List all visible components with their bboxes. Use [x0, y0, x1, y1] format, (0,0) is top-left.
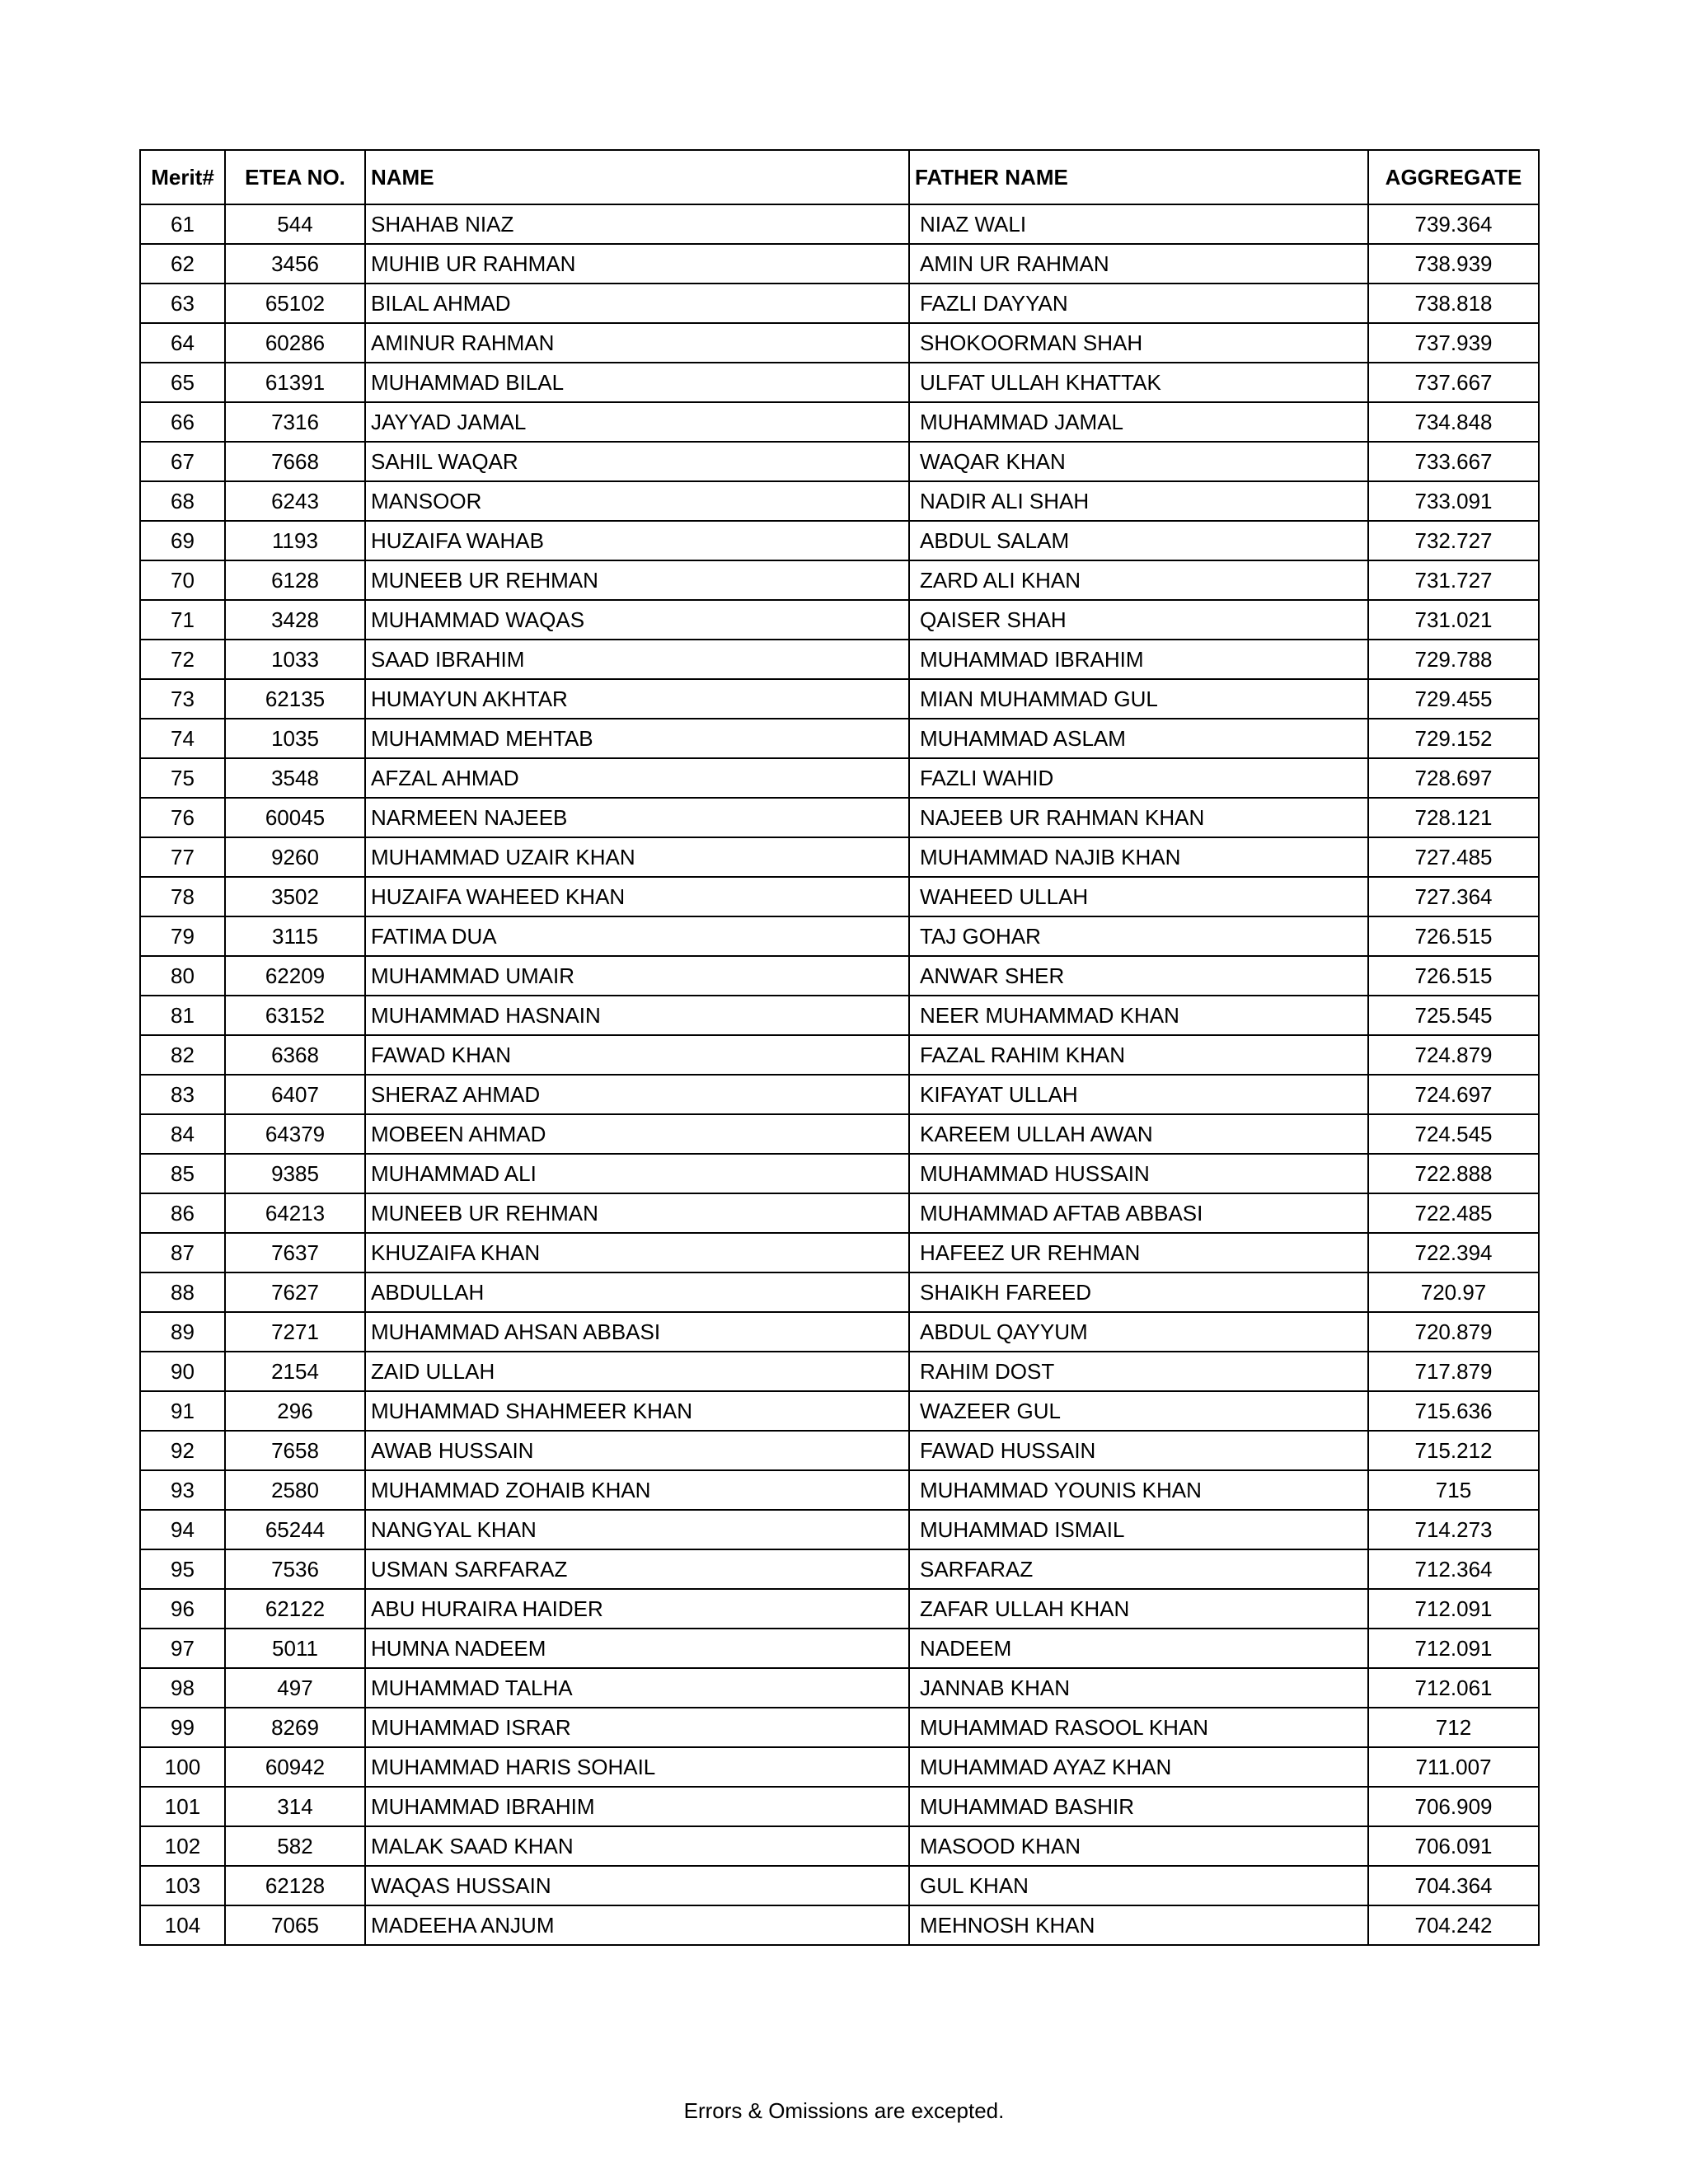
table-row — [140, 837, 1539, 877]
cell-merit: 91 — [140, 1391, 225, 1431]
cell-name: MUHAMMAD AHSAN ABBASI — [365, 1312, 909, 1352]
cell-aggregate: 704.364 — [1368, 1866, 1539, 1905]
cell-father-name: AMIN UR RAHMAN — [909, 244, 1368, 284]
cell-aggregate: 704.242 — [1368, 1905, 1539, 1945]
cell-aggregate: 725.545 — [1368, 996, 1539, 1035]
cell-merit: 65 — [140, 363, 225, 402]
cell-etea-no: 60942 — [225, 1747, 365, 1787]
cell-etea-no: 1193 — [225, 521, 365, 560]
cell-etea-no: 62122 — [225, 1589, 365, 1629]
table-row — [140, 481, 1539, 521]
cell-aggregate: 706.909 — [1368, 1787, 1539, 1826]
cell-father-name: GUL KHAN — [909, 1866, 1368, 1905]
cell-merit: 71 — [140, 600, 225, 640]
cell-merit: 104 — [140, 1905, 225, 1945]
table-row — [140, 1312, 1539, 1352]
cell-merit: 103 — [140, 1866, 225, 1905]
merit-list-table — [139, 149, 1540, 1946]
cell-etea-no: 314 — [225, 1787, 365, 1826]
cell-etea-no: 62135 — [225, 679, 365, 719]
cell-aggregate: 715 — [1368, 1470, 1539, 1510]
cell-etea-no: 7637 — [225, 1233, 365, 1272]
cell-etea-no: 1035 — [225, 719, 365, 758]
cell-father-name: WAHEED ULLAH — [909, 877, 1368, 916]
cell-father-name: WAQAR KHAN — [909, 442, 1368, 481]
cell-aggregate: 715.212 — [1368, 1431, 1539, 1470]
cell-name: SAHIL WAQAR — [365, 442, 909, 481]
table-row — [140, 363, 1539, 402]
table-row — [140, 1114, 1539, 1154]
cell-etea-no: 60045 — [225, 798, 365, 837]
cell-father-name: MUHAMMAD BASHIR — [909, 1787, 1368, 1826]
cell-etea-no: 6128 — [225, 560, 365, 600]
cell-merit: 79 — [140, 916, 225, 956]
table-row — [140, 1629, 1539, 1668]
cell-merit: 100 — [140, 1747, 225, 1787]
cell-name: MUHIB UR RAHMAN — [365, 244, 909, 284]
cell-etea-no: 9385 — [225, 1154, 365, 1193]
cell-name: MUHAMMAD BILAL — [365, 363, 909, 402]
cell-etea-no: 2154 — [225, 1352, 365, 1391]
cell-name: HUMAYUN AKHTAR — [365, 679, 909, 719]
cell-etea-no: 296 — [225, 1391, 365, 1431]
cell-etea-no: 3548 — [225, 758, 365, 798]
cell-name: MUHAMMAD IBRAHIM — [365, 1787, 909, 1826]
cell-father-name: MUHAMMAD YOUNIS KHAN — [909, 1470, 1368, 1510]
cell-etea-no: 544 — [225, 204, 365, 244]
cell-merit: 89 — [140, 1312, 225, 1352]
cell-aggregate: 737.939 — [1368, 323, 1539, 363]
cell-etea-no: 9260 — [225, 837, 365, 877]
cell-father-name: SHOKOORMAN SHAH — [909, 323, 1368, 363]
cell-name: FATIMA DUA — [365, 916, 909, 956]
cell-etea-no: 3456 — [225, 244, 365, 284]
table-row — [140, 560, 1539, 600]
cell-name: SHERAZ AHMAD — [365, 1075, 909, 1114]
table-row — [140, 1431, 1539, 1470]
cell-father-name: MUHAMMAD AFTAB ABBASI — [909, 1193, 1368, 1233]
table-row — [140, 1549, 1539, 1589]
cell-name: MUHAMMAD ISRAR — [365, 1708, 909, 1747]
cell-aggregate: 737.667 — [1368, 363, 1539, 402]
cell-merit: 66 — [140, 402, 225, 442]
cell-aggregate: 714.273 — [1368, 1510, 1539, 1549]
cell-name: NARMEEN NAJEEB — [365, 798, 909, 837]
table-row — [140, 1708, 1539, 1747]
table-row — [140, 284, 1539, 323]
cell-father-name: MIAN MUHAMMAD GUL — [909, 679, 1368, 719]
cell-name: MUHAMMAD TALHA — [365, 1668, 909, 1708]
cell-merit: 72 — [140, 640, 225, 679]
cell-aggregate: 712 — [1368, 1708, 1539, 1747]
cell-etea-no: 7627 — [225, 1272, 365, 1312]
cell-name: WAQAS HUSSAIN — [365, 1866, 909, 1905]
cell-aggregate: 724.879 — [1368, 1035, 1539, 1075]
cell-name: ABU HURAIRA HAIDER — [365, 1589, 909, 1629]
cell-aggregate: 722.485 — [1368, 1193, 1539, 1233]
cell-father-name: QAISER SHAH — [909, 600, 1368, 640]
cell-father-name: MUHAMMAD ASLAM — [909, 719, 1368, 758]
cell-aggregate: 729.455 — [1368, 679, 1539, 719]
table-row — [140, 244, 1539, 284]
cell-father-name: HAFEEZ UR REHMAN — [909, 1233, 1368, 1272]
cell-name: HUMNA NADEEM — [365, 1629, 909, 1668]
cell-father-name: WAZEER GUL — [909, 1391, 1368, 1431]
cell-name: MUHAMMAD MEHTAB — [365, 719, 909, 758]
cell-merit: 97 — [140, 1629, 225, 1668]
footer-note: Errors & Omissions are excepted. — [683, 2098, 1005, 2123]
cell-aggregate: 733.091 — [1368, 481, 1539, 521]
table-row — [140, 402, 1539, 442]
table-row — [140, 996, 1539, 1035]
cell-name: HUZAIFA WAHAB — [365, 521, 909, 560]
cell-aggregate: 712.091 — [1368, 1589, 1539, 1629]
header-father-name: FATHER NAME — [909, 150, 1368, 204]
cell-aggregate: 711.007 — [1368, 1747, 1539, 1787]
cell-father-name: NAJEEB UR RAHMAN KHAN — [909, 798, 1368, 837]
cell-merit: 84 — [140, 1114, 225, 1154]
cell-aggregate: 726.515 — [1368, 916, 1539, 956]
cell-name: MUHAMMAD ZOHAIB KHAN — [365, 1470, 909, 1510]
cell-father-name: ZARD ALI KHAN — [909, 560, 1368, 600]
cell-aggregate: 733.667 — [1368, 442, 1539, 481]
table-header-row — [140, 150, 1539, 204]
cell-father-name: FAWAD HUSSAIN — [909, 1431, 1368, 1470]
cell-merit: 93 — [140, 1470, 225, 1510]
cell-father-name: NADIR ALI SHAH — [909, 481, 1368, 521]
cell-aggregate: 726.515 — [1368, 956, 1539, 996]
cell-etea-no: 64379 — [225, 1114, 365, 1154]
cell-aggregate: 724.697 — [1368, 1075, 1539, 1114]
cell-etea-no: 497 — [225, 1668, 365, 1708]
table-row — [140, 758, 1539, 798]
cell-merit: 69 — [140, 521, 225, 560]
cell-etea-no: 1033 — [225, 640, 365, 679]
cell-father-name: ABDUL QAYYUM — [909, 1312, 1368, 1352]
cell-merit: 87 — [140, 1233, 225, 1272]
cell-father-name: FAZLI WAHID — [909, 758, 1368, 798]
cell-merit: 62 — [140, 244, 225, 284]
cell-aggregate: 729.152 — [1368, 719, 1539, 758]
cell-merit: 102 — [140, 1826, 225, 1866]
cell-name: FAWAD KHAN — [365, 1035, 909, 1075]
cell-father-name: FAZAL RAHIM KHAN — [909, 1035, 1368, 1075]
cell-merit: 90 — [140, 1352, 225, 1391]
cell-etea-no: 7065 — [225, 1905, 365, 1945]
cell-aggregate: 720.879 — [1368, 1312, 1539, 1352]
table-row — [140, 1866, 1539, 1905]
cell-merit: 68 — [140, 481, 225, 521]
cell-merit: 81 — [140, 996, 225, 1035]
cell-merit: 78 — [140, 877, 225, 916]
cell-etea-no: 60286 — [225, 323, 365, 363]
cell-etea-no: 8269 — [225, 1708, 365, 1747]
cell-merit: 73 — [140, 679, 225, 719]
table-row — [140, 1470, 1539, 1510]
table-row — [140, 323, 1539, 363]
cell-aggregate: 720.97 — [1368, 1272, 1539, 1312]
cell-name: MADEEHA ANJUM — [365, 1905, 909, 1945]
cell-aggregate: 738.939 — [1368, 244, 1539, 284]
cell-name: ZAID ULLAH — [365, 1352, 909, 1391]
cell-merit: 82 — [140, 1035, 225, 1075]
cell-aggregate: 728.121 — [1368, 798, 1539, 837]
cell-father-name: ZAFAR ULLAH KHAN — [909, 1589, 1368, 1629]
cell-merit: 74 — [140, 719, 225, 758]
cell-aggregate: 712.061 — [1368, 1668, 1539, 1708]
table-row — [140, 1589, 1539, 1629]
cell-father-name: SARFARAZ — [909, 1549, 1368, 1589]
cell-father-name: MUHAMMAD JAMAL — [909, 402, 1368, 442]
table-row — [140, 1905, 1539, 1945]
cell-merit: 99 — [140, 1708, 225, 1747]
cell-father-name: KIFAYAT ULLAH — [909, 1075, 1368, 1114]
cell-etea-no: 2580 — [225, 1470, 365, 1510]
cell-name: MANSOOR — [365, 481, 909, 521]
table-row — [140, 1787, 1539, 1826]
cell-father-name: RAHIM DOST — [909, 1352, 1368, 1391]
cell-etea-no: 6243 — [225, 481, 365, 521]
cell-etea-no: 7658 — [225, 1431, 365, 1470]
cell-merit: 98 — [140, 1668, 225, 1708]
cell-etea-no: 6407 — [225, 1075, 365, 1114]
cell-name: MUHAMMAD UZAIR KHAN — [365, 837, 909, 877]
cell-father-name: MUHAMMAD ISMAIL — [909, 1510, 1368, 1549]
cell-merit: 80 — [140, 956, 225, 996]
table-row — [140, 1668, 1539, 1708]
table-row — [140, 719, 1539, 758]
cell-etea-no: 7668 — [225, 442, 365, 481]
cell-aggregate: 717.879 — [1368, 1352, 1539, 1391]
table-row — [140, 1075, 1539, 1114]
cell-aggregate: 729.788 — [1368, 640, 1539, 679]
cell-merit: 101 — [140, 1787, 225, 1826]
cell-aggregate: 728.697 — [1368, 758, 1539, 798]
cell-name: MUHAMMAD ALI — [365, 1154, 909, 1193]
cell-aggregate: 724.545 — [1368, 1114, 1539, 1154]
cell-etea-no: 7316 — [225, 402, 365, 442]
table-row — [140, 204, 1539, 244]
table-row — [140, 1747, 1539, 1787]
cell-father-name: KAREEM ULLAH AWAN — [909, 1114, 1368, 1154]
cell-aggregate: 739.364 — [1368, 204, 1539, 244]
cell-father-name: ABDUL SALAM — [909, 521, 1368, 560]
table-row — [140, 1272, 1539, 1312]
cell-name: AFZAL AHMAD — [365, 758, 909, 798]
cell-aggregate: 731.021 — [1368, 600, 1539, 640]
cell-name: MUNEEB UR REHMAN — [365, 1193, 909, 1233]
cell-name: MUNEEB UR REHMAN — [365, 560, 909, 600]
cell-name: AWAB HUSSAIN — [365, 1431, 909, 1470]
cell-father-name: ULFAT ULLAH KHATTAK — [909, 363, 1368, 402]
cell-merit: 95 — [140, 1549, 225, 1589]
cell-father-name: JANNAB KHAN — [909, 1668, 1368, 1708]
header-aggregate: AGGREGATE — [1368, 150, 1539, 204]
table-row — [140, 798, 1539, 837]
cell-aggregate: 727.485 — [1368, 837, 1539, 877]
table-row — [140, 1391, 1539, 1431]
cell-etea-no: 62209 — [225, 956, 365, 996]
cell-name: ABDULLAH — [365, 1272, 909, 1312]
cell-father-name: NEER MUHAMMAD KHAN — [909, 996, 1368, 1035]
cell-etea-no: 3115 — [225, 916, 365, 956]
cell-father-name: MUHAMMAD RASOOL KHAN — [909, 1708, 1368, 1747]
cell-merit: 86 — [140, 1193, 225, 1233]
cell-etea-no: 5011 — [225, 1629, 365, 1668]
cell-father-name: NIAZ WALI — [909, 204, 1368, 244]
cell-aggregate: 712.091 — [1368, 1629, 1539, 1668]
cell-merit: 70 — [140, 560, 225, 600]
cell-merit: 96 — [140, 1589, 225, 1629]
cell-etea-no: 7271 — [225, 1312, 365, 1352]
cell-etea-no: 65244 — [225, 1510, 365, 1549]
cell-father-name: MUHAMMAD AYAZ KHAN — [909, 1747, 1368, 1787]
cell-name: MUHAMMAD HARIS SOHAIL — [365, 1747, 909, 1787]
cell-aggregate: 727.364 — [1368, 877, 1539, 916]
cell-merit: 61 — [140, 204, 225, 244]
table-body — [140, 204, 1539, 1945]
cell-merit: 63 — [140, 284, 225, 323]
table-row — [140, 1035, 1539, 1075]
header-name: NAME — [365, 150, 909, 204]
cell-father-name: SHAIKH FAREED — [909, 1272, 1368, 1312]
cell-name: MUHAMMAD UMAIR — [365, 956, 909, 996]
cell-merit: 94 — [140, 1510, 225, 1549]
cell-name: NANGYAL KHAN — [365, 1510, 909, 1549]
cell-aggregate: 715.636 — [1368, 1391, 1539, 1431]
table-row — [140, 1233, 1539, 1272]
cell-etea-no: 62128 — [225, 1866, 365, 1905]
table-row — [140, 442, 1539, 481]
cell-name: SAAD IBRAHIM — [365, 640, 909, 679]
cell-etea-no: 3428 — [225, 600, 365, 640]
cell-etea-no: 64213 — [225, 1193, 365, 1233]
cell-aggregate: 731.727 — [1368, 560, 1539, 600]
cell-name: MALAK SAAD KHAN — [365, 1826, 909, 1866]
cell-name: AMINUR RAHMAN — [365, 323, 909, 363]
cell-father-name: TAJ GOHAR — [909, 916, 1368, 956]
table-row — [140, 1193, 1539, 1233]
cell-etea-no: 3502 — [225, 877, 365, 916]
table-row — [140, 1826, 1539, 1866]
cell-merit: 88 — [140, 1272, 225, 1312]
cell-aggregate: 706.091 — [1368, 1826, 1539, 1866]
cell-merit: 92 — [140, 1431, 225, 1470]
cell-name: KHUZAIFA KHAN — [365, 1233, 909, 1272]
table-row — [140, 640, 1539, 679]
table-row — [140, 679, 1539, 719]
cell-name: BILAL AHMAD — [365, 284, 909, 323]
cell-name: USMAN SARFARAZ — [365, 1549, 909, 1589]
cell-merit: 64 — [140, 323, 225, 363]
header-merit: Merit# — [140, 150, 225, 204]
table-row — [140, 956, 1539, 996]
table-row — [140, 600, 1539, 640]
cell-aggregate: 732.727 — [1368, 521, 1539, 560]
cell-merit: 77 — [140, 837, 225, 877]
cell-merit: 85 — [140, 1154, 225, 1193]
cell-name: JAYYAD JAMAL — [365, 402, 909, 442]
cell-etea-no: 582 — [225, 1826, 365, 1866]
header-etea-no: ETEA NO. — [225, 150, 365, 204]
cell-aggregate: 722.394 — [1368, 1233, 1539, 1272]
cell-name: MUHAMMAD HASNAIN — [365, 996, 909, 1035]
cell-etea-no: 61391 — [225, 363, 365, 402]
cell-father-name: MEHNOSH KHAN — [909, 1905, 1368, 1945]
cell-aggregate: 712.364 — [1368, 1549, 1539, 1589]
cell-merit: 76 — [140, 798, 225, 837]
table-row — [140, 877, 1539, 916]
table-row — [140, 1352, 1539, 1391]
cell-name: HUZAIFA WAHEED KHAN — [365, 877, 909, 916]
cell-etea-no: 7536 — [225, 1549, 365, 1589]
table-row — [140, 1510, 1539, 1549]
cell-father-name: NADEEM — [909, 1629, 1368, 1668]
cell-etea-no: 65102 — [225, 284, 365, 323]
table-row — [140, 521, 1539, 560]
cell-name: MUHAMMAD WAQAS — [365, 600, 909, 640]
cell-merit: 83 — [140, 1075, 225, 1114]
cell-father-name: MUHAMMAD HUSSAIN — [909, 1154, 1368, 1193]
cell-aggregate: 722.888 — [1368, 1154, 1539, 1193]
cell-merit: 67 — [140, 442, 225, 481]
cell-father-name: MUHAMMAD NAJIB KHAN — [909, 837, 1368, 877]
cell-father-name: FAZLI DAYYAN — [909, 284, 1368, 323]
cell-father-name: ANWAR SHER — [909, 956, 1368, 996]
cell-father-name: MUHAMMAD IBRAHIM — [909, 640, 1368, 679]
table-row — [140, 916, 1539, 956]
cell-merit: 75 — [140, 758, 225, 798]
cell-father-name: MASOOD KHAN — [909, 1826, 1368, 1866]
table-row — [140, 1154, 1539, 1193]
cell-name: SHAHAB NIAZ — [365, 204, 909, 244]
cell-name: MUHAMMAD SHAHMEER KHAN — [365, 1391, 909, 1431]
cell-aggregate: 738.818 — [1368, 284, 1539, 323]
cell-aggregate: 734.848 — [1368, 402, 1539, 442]
cell-name: MOBEEN AHMAD — [365, 1114, 909, 1154]
cell-etea-no: 63152 — [225, 996, 365, 1035]
cell-etea-no: 6368 — [225, 1035, 365, 1075]
